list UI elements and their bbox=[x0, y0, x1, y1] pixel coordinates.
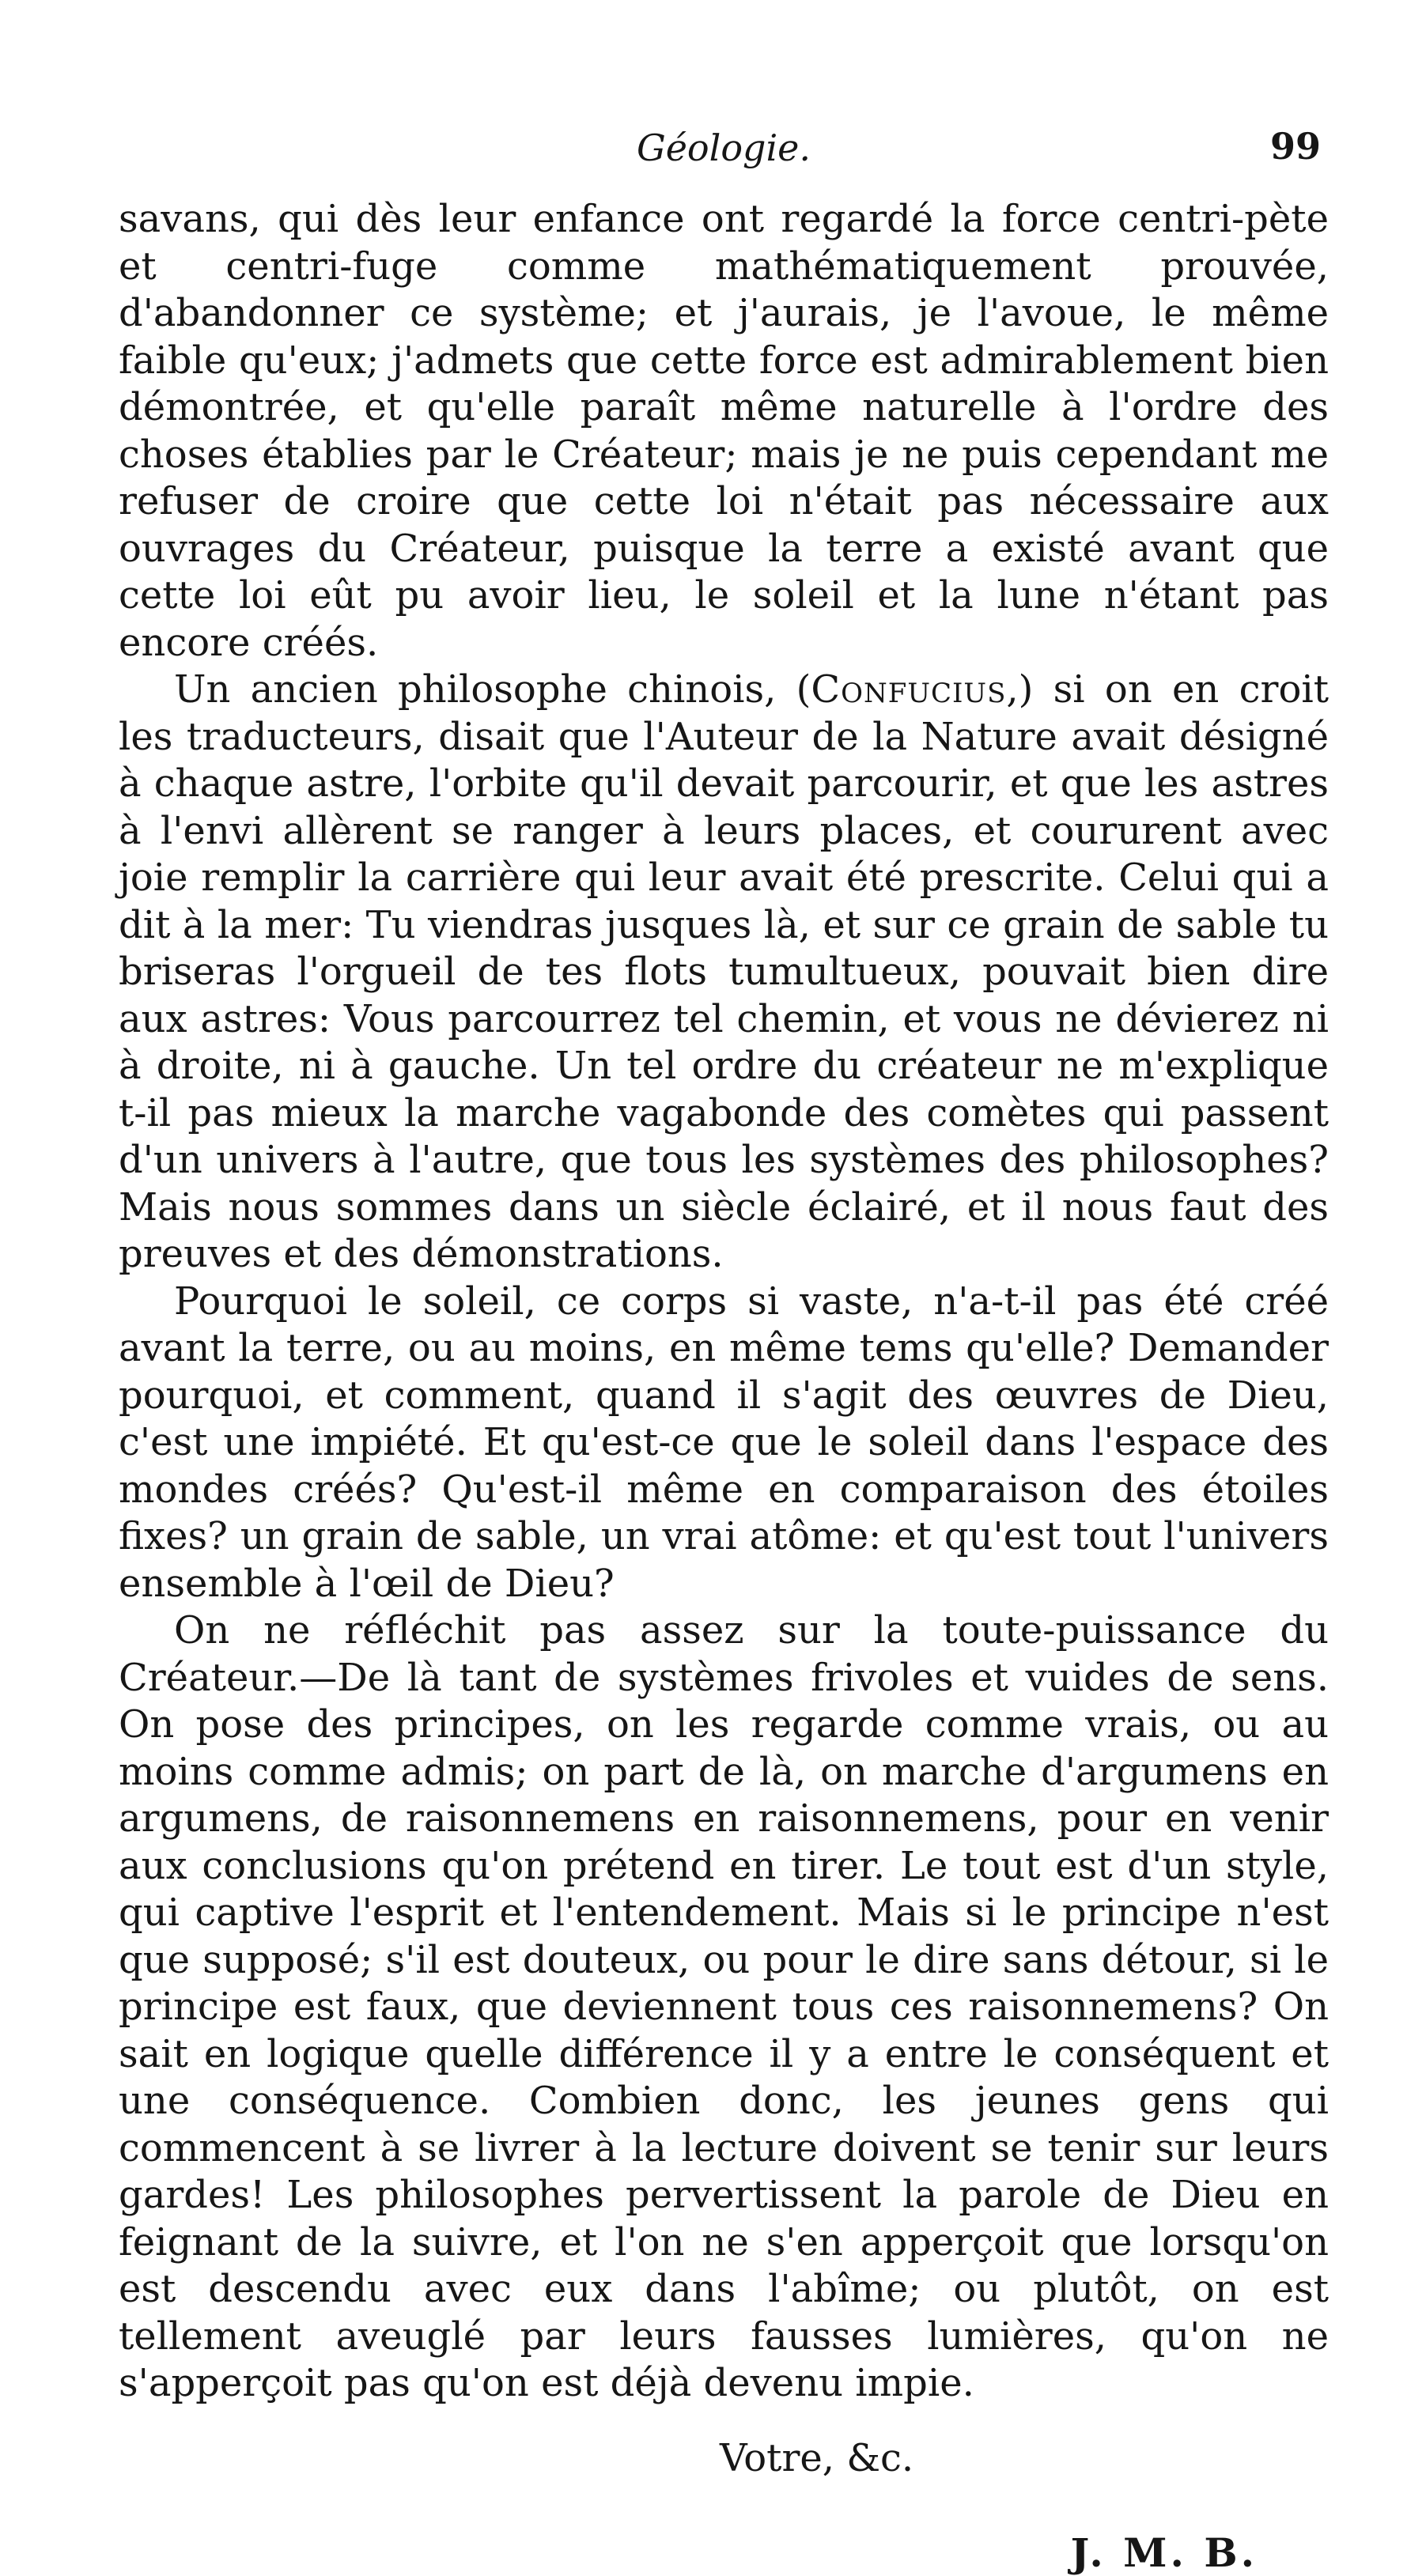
running-title: Géologie. bbox=[636, 127, 811, 169]
paragraph-2 bbox=[119, 667, 1329, 1279]
paragraph-1: savans, qui dès leur enfance ont regardé la force centri-pète et centri-fuge comme mathématiquement prouvée, d'abandonner ce système; et j'aurais, je l'avoue, le même faible qu'eux; j'admets que cette force est admirablement bien démontrée, et qu'elle paraît même naturelle à l'ordre des choses établies par le Créateur; mais je ne puis cependant me refuser de croire que cette loi n'était pas nécessaire aux ouvrages du Créateur, puisque la terre a existé avant que cette loi eût pu avoir lieu, le soleil et la lune n'étant pas encore créés. bbox=[119, 197, 1329, 665]
signature: J. M. B. bbox=[1070, 2529, 1258, 2576]
confucius-name: Confucius bbox=[811, 667, 1007, 712]
paragraph-2-rest: ,) si on en croit les traducteurs, disait que l'Auteur de la Nature avait désigné à chaque astre, l'orbite qu'il devait parcourir, et que les astres à l'envi allèrent se ranger à leurs places, et coururent avec joie remplir la carrière qui leur avait été prescrite. Celui qui a dit à la mer: Tu viendras jusques là, et sur ce grain de sable tu briseras l'orgueil de tes flots tumultueux, pouvait bien dire aux astres: Vous parcourrez tel chemin, et vous ne dévierez ni à droite, ni à gauche. Un tel ordre du créateur ne m'explique t-il pas mieux la marche vagabonde des comètes qui passent d'un univers à l'autre, que tous les systèmes des philosophes? Mais nous sommes dans un siècle éclairé, et il nous faut des preuves et des démonstrations. bbox=[119, 667, 1330, 1276]
body-text bbox=[119, 196, 1329, 2408]
paragraph-3: Pourquoi le soleil, ce corps si vaste, n'a-t-il pas été créé avant la terre, ou au moins, en même tems qu'elle? Demander pourquoi, et comment, quand il s'agit des œuvres de Dieu, c'est une impiété. Et qu'est-ce que le soleil dans l'espace des mondes créés? Qu'est-il même en comparaison des étoiles fixes? un grain de sable, un vrai atôme: et qu'est tout l'univers ensemble à l'œil de Dieu? bbox=[119, 1279, 1329, 1606]
book-page bbox=[119, 119, 1330, 2576]
paragraph-2-start: Un ancien philosophe chinois, ( bbox=[174, 667, 811, 712]
closing-salutation: Votre, &c. bbox=[720, 2435, 914, 2480]
running-head bbox=[119, 119, 1329, 182]
page-number: 99 bbox=[1269, 125, 1321, 168]
paragraph-4: On ne réfléchit pas assez sur la toute-puissance du Créateur.—De là tant de systèmes frivoles et vuides de sens. On pose des principes, on les regarde comme vrais, ou au moins comme admis; on part de là, on marche d'argumens en argumens, de raisonnemens en raisonnemens, pour en venir aux conclusions qu'on prétend en tirer. Le tout est d'un style, qui captive l'esprit et l'entendement. Mais si le principe n'est que supposé; s'il est douteux, ou pour le dire sans détour, si le principe est faux, que deviennent tous ces raisonnemens? On sait en logique quelle différence il y a entre le conséquent et une conséquence. Combien donc, les jeunes gens qui commencent à se livrer à la lecture doivent se tenir sur leurs gardes! Les philosophes pervertissent la parole de Dieu en feignant de la suivre, et l'on ne s'en apperçoit que lorsqu'on est descendu avec eux dans l'abîme; ou plutôt, on est tellement aveuglé par leurs fausses lumières, qu'on ne s'apperçoit pas qu'on est déjà devenu impie. bbox=[119, 1608, 1329, 2405]
